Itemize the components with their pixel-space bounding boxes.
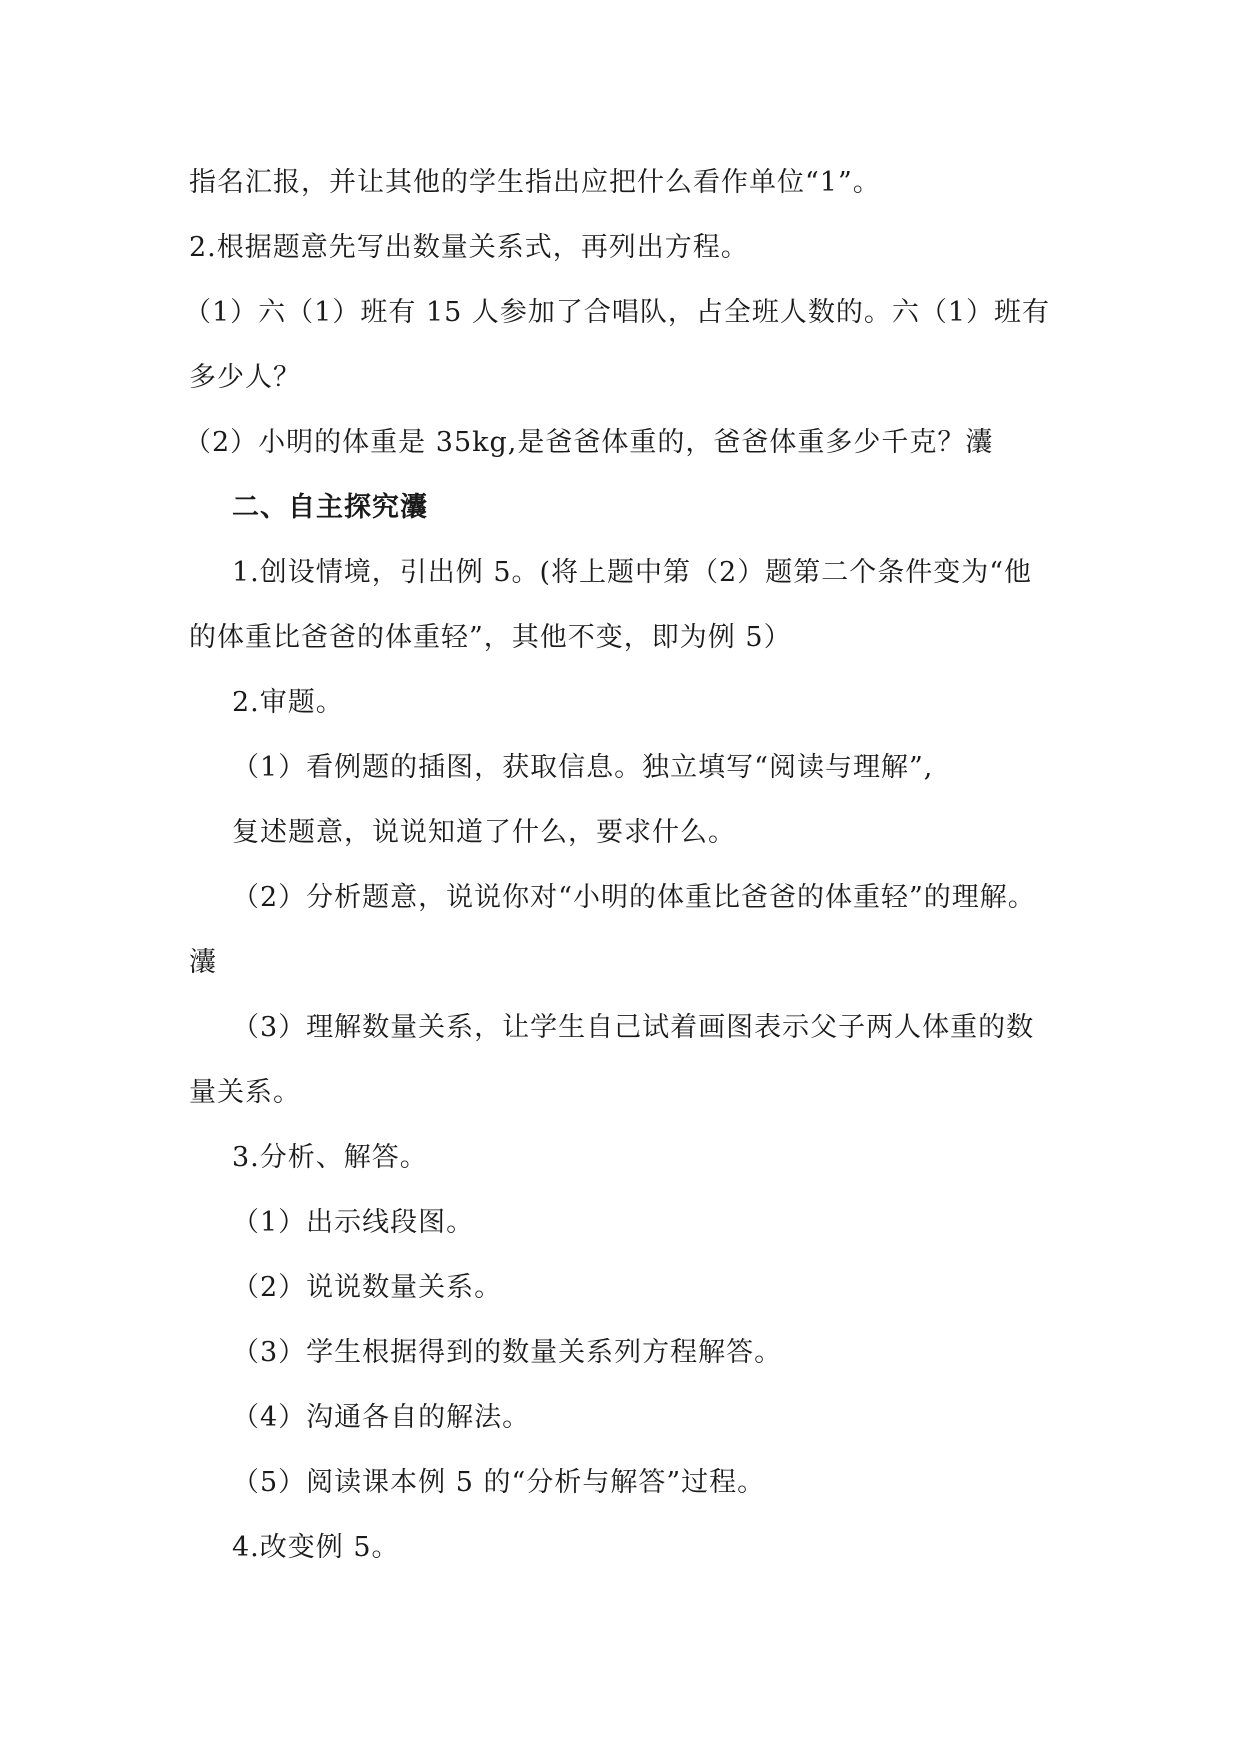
paragraph-line-3: （1）六（1）班有 15 人参加了合唱队，占全班人数的。六（1）班有 (184, 297, 1051, 328)
paragraph-line-16: 3.分析、解答。 (232, 1142, 428, 1173)
paragraph-line-5: （2）小明的体重是 35kg,是爸爸体重的，爸爸体重多少千克？灢 (184, 427, 994, 458)
paragraph-line-20: （4）沟通各自的解法。 (232, 1402, 531, 1433)
paragraph-line-10: （1）看例题的插图，获取信息。独立填写“阅读与理解”, (232, 752, 934, 783)
paragraph-line-11: 复述题意，说说知道了什么，要求什么。 (232, 817, 736, 848)
paragraph-line-12: （2）分析题意，说说你对“小明的体重比爸爸的体重轻”的理解。 (232, 882, 1036, 913)
paragraph-line-7: 1.创设情境，引出例 5。(将上题中第（2）题第二个条件变为“他 (232, 557, 1033, 588)
paragraph-line-9: 2.审题。 (232, 687, 344, 718)
paragraph-line-8: 的体重比爸爸的体重轻”，其他不变，即为例 5） (189, 622, 792, 653)
paragraph-line-17: （1）出示线段图。 (232, 1207, 475, 1238)
paragraph-line-14: （3）理解数量关系，让学生自己试着画图表示父子两人体重的数 (232, 1012, 1035, 1043)
paragraph-line-18: （2）说说数量关系。 (232, 1272, 503, 1303)
paragraph-line-22: 4.改变例 5。 (232, 1532, 400, 1563)
paragraph-line-21: （5）阅读课本例 5 的“分析与解答”过程。 (232, 1467, 766, 1498)
paragraph-line-4: 多少人？ (189, 362, 301, 393)
paragraph-line-1: 指名汇报，并让其他的学生指出应把什么看作单位“1”。 (189, 167, 881, 198)
paragraph-line-13: 灢 (189, 947, 217, 978)
paragraph-line-15: 量关系。 (189, 1077, 301, 1108)
section-heading: 二、自主探究灢 (232, 492, 428, 523)
paragraph-line-2: 2.根据题意先写出数量关系式，再列出方程。 (189, 232, 749, 263)
paragraph-line-19: （3）学生根据得到的数量关系列方程解答。 (232, 1337, 783, 1368)
